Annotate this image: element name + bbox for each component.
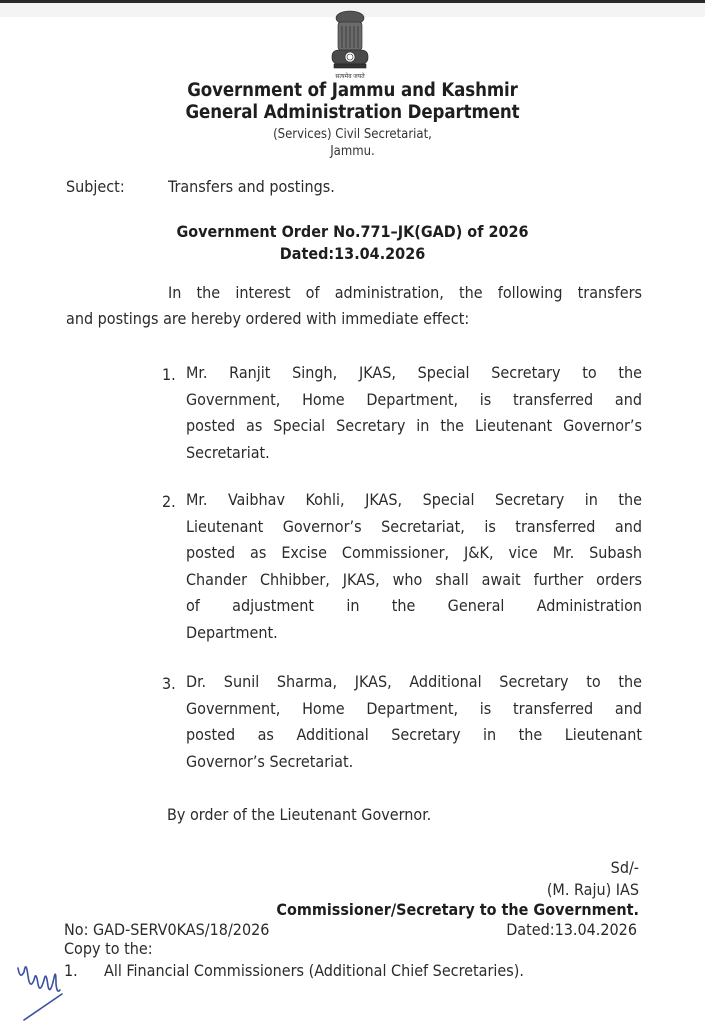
- item-line: Government, Home Department, is transferred and: [186, 698, 642, 718]
- order-item-3: [186, 669, 642, 775]
- item-line: Chander Chhibber, JKAS, who shall await further orders: [186, 569, 642, 589]
- emblem-motto: सत्यमेव जयते: [335, 73, 365, 80]
- item-line: Governor’s Secretariat.: [186, 751, 354, 771]
- item-line: Mr. Vaibhav Kohli, JKAS, Special Secretary in the: [186, 490, 642, 509]
- copy-item-number: 1.: [64, 961, 78, 980]
- closing-line: By order of the Lieutenant Governor.: [167, 805, 432, 824]
- order-title: Government Order No.771–JK(GAD) of 2026: [176, 222, 529, 241]
- signature-sd: Sd/-: [610, 858, 639, 877]
- government-name: Government of Jammu and Kashmir: [187, 80, 518, 101]
- order-date: Dated:13.04.2026: [279, 244, 426, 263]
- item-line: posted as Special Secretary in the Lieutenant Governor’s: [186, 416, 642, 435]
- intro-line-2: and postings are hereby ordered with immediate effect:: [66, 309, 470, 328]
- office-city: Jammu.: [330, 144, 375, 159]
- item-line: Government, Home Department, is transferred and: [186, 389, 642, 409]
- item-number: 1.: [162, 365, 176, 384]
- item-line: Department.: [186, 622, 278, 642]
- reference-date: Dated:13.04.2026: [506, 920, 637, 939]
- item-number: 3.: [162, 674, 176, 693]
- handwritten-initials-icon: [10, 950, 70, 1022]
- order-item-1: [186, 360, 642, 466]
- signatory-designation: Commissioner/Secretary to the Government.: [276, 900, 639, 919]
- department-name: General Administration Department: [185, 102, 520, 123]
- signatory-name: (M. Raju) IAS: [546, 880, 639, 899]
- item-line: of adjustment in the General Administration: [186, 596, 642, 615]
- item-line: Dr. Sunil Sharma, JKAS, Additional Secretary to the: [186, 672, 642, 691]
- intro-line-1: In the interest of administration, the following transfers: [168, 283, 642, 302]
- item-line: posted as Additional Secretary in the Lieutenant: [186, 725, 642, 744]
- copy-item-text: All Financial Commissioners (Additional Chief Secretaries).: [104, 961, 524, 980]
- office-address: (Services) Civil Secretariat,: [273, 127, 432, 142]
- item-line: Mr. Ranjit Singh, JKAS, Special Secretary to the: [186, 363, 642, 382]
- copy-to-label: Copy to the:: [64, 939, 153, 958]
- intro-paragraph-cont: [66, 306, 642, 333]
- item-line: Secretariat.: [186, 442, 270, 462]
- order-item-2: [186, 487, 642, 646]
- subject-label: Subject:: [66, 177, 125, 196]
- item-line: Lieutenant Governor’s Secretariat, is transferred and: [186, 516, 642, 536]
- intro-paragraph: [168, 280, 642, 307]
- item-number: 2.: [162, 492, 176, 511]
- item-line: posted as Excise Commissioner, J&K, vice Mr. Subash: [186, 543, 642, 562]
- subject-value: Transfers and postings.: [168, 177, 335, 196]
- reference-number: No: GAD-SERV0KAS/18/2026: [64, 920, 270, 939]
